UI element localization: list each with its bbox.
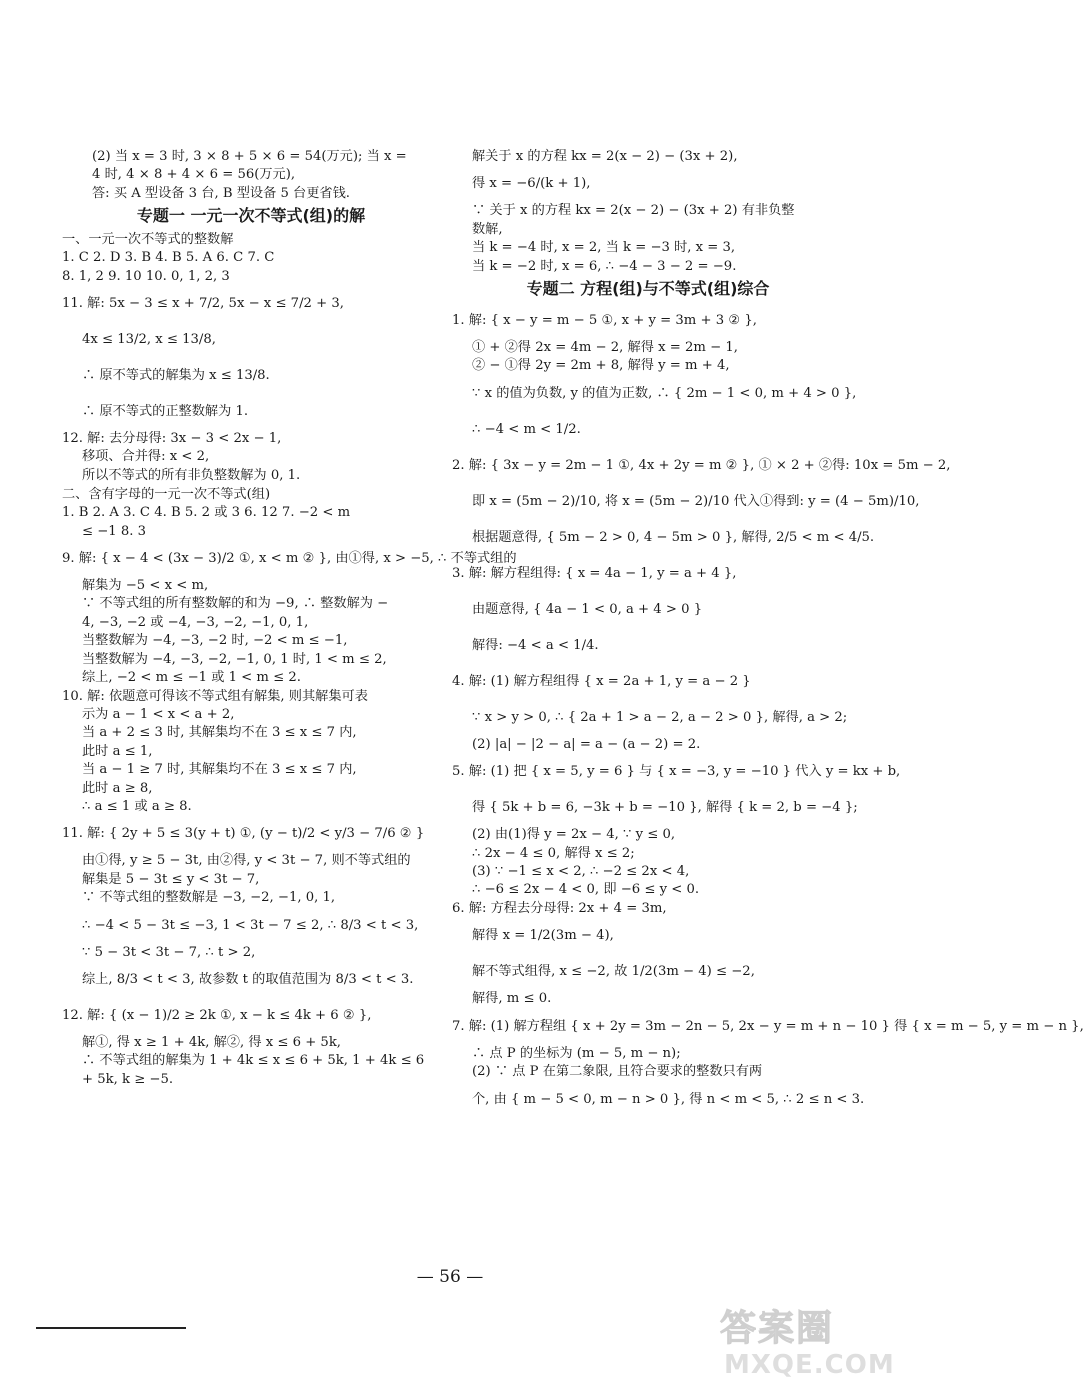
right-column — [452, 148, 1084, 1118]
text-line: 10. 解: 依题意可得该不等式组有解集, 则其解集可表 — [62, 688, 368, 704]
text-line: + 5k, k ≥ −5. — [82, 1071, 174, 1087]
text-line: ∴ −4 < 5 − 3t ≤ −3, 1 < 3t − 7 ≤ 2, ∴ 8/3 < t < 3, — [82, 917, 419, 933]
text-line: 综上, 8/3 < t < 3, 故参数 t 的取值范围为 8/3 < t < 3. — [82, 971, 414, 987]
watermark-logo — [720, 1300, 895, 1386]
text-line: 当 k = −2 时, x = 6, ∴ −4 − 3 − 2 = −9. — [472, 258, 737, 274]
text-line: 1. 解: { x − y = m − 5 ①, x + y = 3m + 3 ② }, — [452, 313, 757, 329]
text-line: 12. 解: 去分母得: 3x − 3 < 2x − 1, — [62, 431, 282, 447]
text-line: ∵ 不等式组的整数解是 −3, −2, −1, 0, 1, — [82, 890, 336, 906]
text-line: 11. 解: 5x − 3 ≤ x + 7/2, 5x − x ≤ 7/2 + 3, — [62, 296, 344, 312]
text-line: ∵ 关于 x 的方程 kx = 2(x − 2) − (3x + 2) 有非负整 — [472, 203, 795, 219]
text-line: 解集为 −5 < x < m, — [82, 578, 209, 594]
text-line: (2) 由(1)得 y = 2x − 4, ∵ y ≤ 0, — [472, 827, 676, 843]
bottom-rule — [36, 1327, 186, 1329]
text-line: 6. 解: 方程去分母得: 2x + 4 = 3m, — [452, 900, 667, 916]
text-line: 示为 a − 1 < x < a + 2, — [82, 706, 235, 722]
watermark-text-top: 答案圈 — [720, 1308, 835, 1349]
text-line: 9. 解: { x − 4 < (3x − 3)/2 ①, x < m ② }, 由①得, x > −5, ∴ 不等式组的 — [62, 551, 517, 567]
text-line: 4. 解: (1) 解方程组得 { x = 2a + 1, y = a − 2 } — [452, 673, 751, 689]
text-line: 得 x = −6/(k + 1), — [472, 176, 591, 192]
subsection-heading: 二、含有字母的一元一次不等式(组) — [62, 487, 271, 503]
text-line: 12. 解: { (x − 1)/2 ≥ 2k ①, x − k ≤ 4k + 6 ② }, — [62, 1007, 372, 1023]
text-line: 8. 1, 2 9. 10 10. 0, 1, 2, 3 — [62, 268, 230, 284]
text-line: ∵ x 的值为负数, y 的值为正数, ∴ { 2m − 1 < 0, m + 4 > 0 }, — [472, 385, 857, 401]
text-line: 综上, −2 < m ≤ −1 或 1 < m ≤ 2. — [82, 670, 301, 686]
text-line: 当整数解为 −4, −3, −2 时, −2 < m ≤ −1, — [82, 633, 348, 649]
text-line: 解关于 x 的方程 kx = 2(x − 2) − (3x + 2), — [472, 149, 738, 164]
text-line: ② − ①得 2y = 2m + 8, 解得 y = m + 4, — [472, 358, 730, 374]
text-line: ∴ 原不等式的正整数解为 1. — [82, 404, 249, 420]
text-line: ∴ 2x − 4 ≤ 0, 解得 x ≤ 2; — [472, 845, 635, 861]
text-line: 4x ≤ 13/2, x ≤ 13/8, — [82, 332, 216, 348]
text-line: 4 时, 4 × 8 + 4 × 6 = 56(万元), — [92, 167, 296, 183]
watermark-text-bottom: MXQE.COM — [724, 1350, 895, 1380]
text-line: 由题意得, { 4a − 1 < 0, a + 4 > 0 } — [472, 601, 703, 617]
text-line: 即 x = (5m − 2)/10, 将 x = (5m − 2)/10 代入①得到: y = (4 − 5m)/10, — [472, 493, 920, 509]
text-line: (2) 当 x = 3 时, 3 × 8 + 5 × 6 = 54(万元); 当 x = — [92, 149, 407, 164]
text-line: ∴ 原不等式的解集为 x ≤ 13/8. — [82, 368, 270, 384]
text-line: 移项、合并得: x < 2, — [82, 449, 210, 465]
text-line: 7. 解: (1) 解方程组 { x + 2y = 3m − 2n − 5, 2x − y = m + n − 10 } 得 { x = m − 5, y = m − n }, — [452, 1018, 1084, 1034]
text-line: 答: 买 A 型设备 3 台, B 型设备 5 台更省钱. — [92, 185, 350, 201]
text-line: 所以不等式的所有非负整数解为 0, 1. — [82, 467, 301, 483]
text-line: ① + ②得 2x = 4m − 2, 解得 x = 2m − 1, — [472, 340, 738, 356]
text-line: 根据题意得, { 5m − 2 > 0, 4 − 5m > 0 }, 解得, 2/5 < m < 4/5. — [472, 529, 875, 545]
text-line: 1. B 2. A 3. C 4. B 5. 2 或 3 6. 12 7. −2 < m — [62, 505, 351, 521]
text-line: 当整数解为 −4, −3, −2, −1, 0, 1 时, 1 < m ≤ 2, — [82, 651, 387, 667]
text-line: 解①, 得 x ≥ 1 + 4k, 解②, 得 x ≤ 6 + 5k, — [82, 1034, 342, 1050]
text-line: ∴ 点 P 的坐标为 (m − 5, m − n); — [472, 1045, 681, 1061]
text-line: 当 a − 1 ≥ 7 时, 其解集均不在 3 ≤ x ≤ 7 内, — [82, 762, 357, 778]
text-line: 3. 解: 解方程组得: { x = 4a − 1, y = a + 4 }, — [452, 565, 737, 581]
text-line: 由①得, y ≥ 5 − 3t, 由②得, y < 3t − 7, 则不等式组的 — [82, 853, 411, 869]
text-line: 此时 a ≥ 8, — [82, 780, 153, 796]
text-line: 解得: −4 < a < 1/4. — [472, 637, 599, 653]
text-line: ∴ 不等式组的解集为 1 + 4k ≤ x ≤ 6 + 5k, 1 + 4k ≤ 6 — [82, 1053, 425, 1069]
text-line: 解得 x = 1/2(3m − 4), — [472, 928, 614, 944]
text-line: 数解, — [472, 221, 503, 237]
text-line: 个, 由 { m − 5 < 0, m − n > 0 }, 得 n < m < 5, ∴ 2 ≤ n < 3. — [472, 1091, 865, 1107]
text-line: 得 { 5k + b = 6, −3k + b = −10 }, 解得 { k = 2, b = −4 }; — [472, 800, 858, 816]
text-line: 解集是 5 − 3t ≤ y < 3t − 7, — [82, 871, 260, 887]
text-line: ∴ −4 < m < 1/2. — [472, 421, 581, 437]
text-line: 当 k = −4 时, x = 2, 当 k = −3 时, x = 3, — [472, 240, 736, 256]
text-line: ∵ 5 − 3t < 3t − 7, ∴ t > 2, — [82, 944, 256, 960]
text-line: ∴ −6 ≤ 2x − 4 < 0, 即 −6 ≤ y < 0. — [472, 882, 700, 898]
text-line: 11. 解: { 2y + 5 ≤ 3(y + t) ①, (y − t)/2 < y/3 − 7/6 ② } — [62, 826, 425, 842]
text-line: (3) ∵ −1 ≤ x < 2, ∴ −2 ≤ 2x < 4, — [472, 864, 690, 880]
text-line: 当 a + 2 ≤ 3 时, 其解集均不在 3 ≤ x ≤ 7 内, — [82, 725, 357, 741]
subsection-heading: 一、一元一次不等式的整数解 — [62, 232, 234, 248]
text-line: 1. C 2. D 3. B 4. B 5. A 6. C 7. C — [62, 250, 275, 266]
text-line: ∴ a ≤ 1 或 a ≥ 8. — [82, 798, 192, 814]
text-line: ≤ −1 8. 3 — [82, 523, 147, 539]
text-line: 4, −3, −2 或 −4, −3, −2, −1, 0, 1, — [82, 614, 309, 630]
text-line: 2. 解: { 3x − y = 2m − 1 ①, 4x + 2y = m ② }, ① × 2 + ②得: 10x = 5m − 2, — [452, 457, 951, 473]
text-line: ∵ x > y > 0, ∴ { 2a + 1 > a − 2, a − 2 > 0 }, 解得, a > 2; — [472, 709, 848, 725]
text-line: (2) ∵ 点 P 在第二象限, 且符合要求的整数只有两 — [472, 1064, 763, 1080]
text-line: 解得, m ≤ 0. — [472, 991, 552, 1007]
text-line: ∵ 不等式组的所有整数解的和为 −9, ∴ 整数解为 − — [82, 596, 389, 612]
text-line: 解不等式组得, x ≤ −2, 故 1/2(3m − 4) ≤ −2, — [472, 964, 755, 980]
text-line: 5. 解: (1) 把 { x = 5, y = 6 } 与 { x = −3, y = −10 } 代入 y = kx + b, — [452, 764, 901, 780]
section-heading: 专题一 一元一次不等式(组)的解 — [136, 206, 366, 226]
page-number: — 56 — — [416, 1267, 484, 1287]
text-line: (2) |a| − |2 − a| = a − (a − 2) = 2. — [472, 736, 701, 752]
text-line: 此时 a ≤ 1, — [82, 743, 153, 759]
section-heading: 专题二 方程(组)与不等式(组)综合 — [526, 279, 770, 299]
